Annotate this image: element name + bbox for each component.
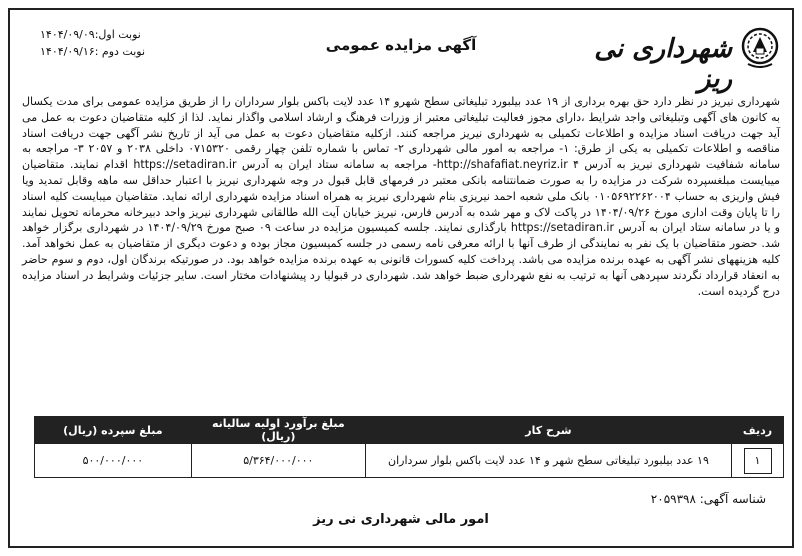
- auction-table: [34, 416, 784, 478]
- row-number-cell: [732, 444, 784, 478]
- footer-signature: امور مالی شهرداری نی ریز: [313, 512, 489, 527]
- table-header-row: [35, 417, 784, 444]
- ad-body-text: شهرداری نیریز در نظر دارد حق بهره برداری از ۱۹ عدد بیلبورد تبلیغاتی سطح شهرو ۱۴ عدد لایت باکس بلوار سرداران را از طریق مزایده عمومی برای مدت یکسال به کانون های آگهی وتبلیغاتی واجد شرایط ،دارای مجوز فعالیت تبلیغاتی معتبر از وزرات فرهنگ و ارشاد اسلامی واگذار نماید. لذا از کلیه متقاضیان دعوت به عمل می آید جهت دریافت اسناد مزایده و اطلاعات تکمیلی به شهرداری نیریز مراجعه کنند. ازکلیه متقاضیان دعوت به عمل می آید از تاریخ نشر آگهی جهت دریافت اسناد مناقصه و اطلاعات تکمیلی به یکی از طرق: ۱- مراجعه به امور مالی شهرداری ۲- تماس با شماره تلفن چهار رقمی ۰۷۱۵۳۲۰ داخلی ۲۰۳۸ و ۲۰۵۷ ۳- مراجعه به سامانه شفافیت شهرداری نیریز به آدرس http://shafafiat.neyriz.ir ۴- مراجعه به سامانه ستاد ایران به آدرس https://setadiran.ir اقدام نمایند. متقاضیان میبایست مبلغسپرده شرکت در مزایده را به صورت ضمانتنامه بانکی معتبر در فرمهای قابل قبول در وجه شهرداری نیریز با اعتبار حداقل سه ماهه وقابل تمدید ویا فیش واریزی به حساب ۰۱۰۵۶۹۲۲۶۲۰۰۴ بانک ملی شعبه احمد نیریزی بنام شهرداری نیریز به همراه اسناد مزایده شهرداری ارائه نماید. متقاضیان میبایست کلیه اسناد را تا پایان وقت اداری مورخ ۱۴۰۴/۰۹/۲۶ در پاکت لاک و مهر شده به آدرس فارس، نیریز خیابان آیت الله طالقانی شهرداری نیریز واحد دبیرخانه محرمانه تحویل نمایند و یا در سامانه ستاد ایران به آدرس https://setadiran.ir بارگذاری نمایند. جلسه کمیسیون مزایده در ساعت ۰۹ صبح مورخ ۱۴۰۴/۰۹/۲۹ در شهرداری برگزار خواهد شد. حضور متقاضیان با یک نفر به نمایندگی از طرف آنها با ارائه معرفی نامه رسمی در جلسه کمیسیون مجاز بوده و دعوت دیگری از متقاضیان به عمل نخواهد آمد. کلیه هزینههای نشر آگهی به عهده برنده مزایده می باشد. پرداخت کلیه کسورات قانونی به عهده برنده مزایده خواهد بود. در صورتیکه برندگان اول، دوم و سوم حاضر به انعقاد قرارداد نگردند سپردهی آنها به ترتیب به نفع شهرداری ضبط خواهد شد. شهرداری در قبولیا رد پیشنهادات مختار است. سایر جزئیات وشرایط در اسناد مزایده درج گردیده است.: [22, 95, 781, 298]
- row-estimate: ۵/۳۶۴/۰۰۰/۰۰۰: [191, 444, 365, 478]
- second-publication-date: نوبت دوم :۱۴۰۴/۰۹/۱۶: [40, 45, 146, 58]
- publication-dates: [40, 26, 145, 60]
- ad-identifier: شناسه آگهی: ۲۰۵۹۳۹۸: [650, 492, 766, 506]
- first-publication-date: نوبت اول:۱۴۰۴/۰۹/۰۹: [40, 28, 141, 41]
- row-description: ۱۹ عدد بیلبورد تبلیغاتی سطح شهر و ۱۴ عدد لایت باکس بلوار سرداران: [365, 444, 731, 478]
- page-title: آگهی مزایده عمومی: [325, 36, 477, 54]
- table-row: [35, 444, 784, 478]
- row-number: ۱: [744, 448, 772, 474]
- logo-text: شهرداری نی ریز: [594, 34, 732, 94]
- header-description: شرح کار: [365, 417, 731, 444]
- header-estimate: مبلغ برآورد اولیه سالیانه (ریال): [191, 417, 365, 444]
- header-deposit: مبلغ سپرده (ریال): [35, 417, 192, 444]
- header-row-number: ردیف: [732, 417, 784, 444]
- row-deposit: ۵۰۰/۰۰۰/۰۰۰: [35, 444, 192, 478]
